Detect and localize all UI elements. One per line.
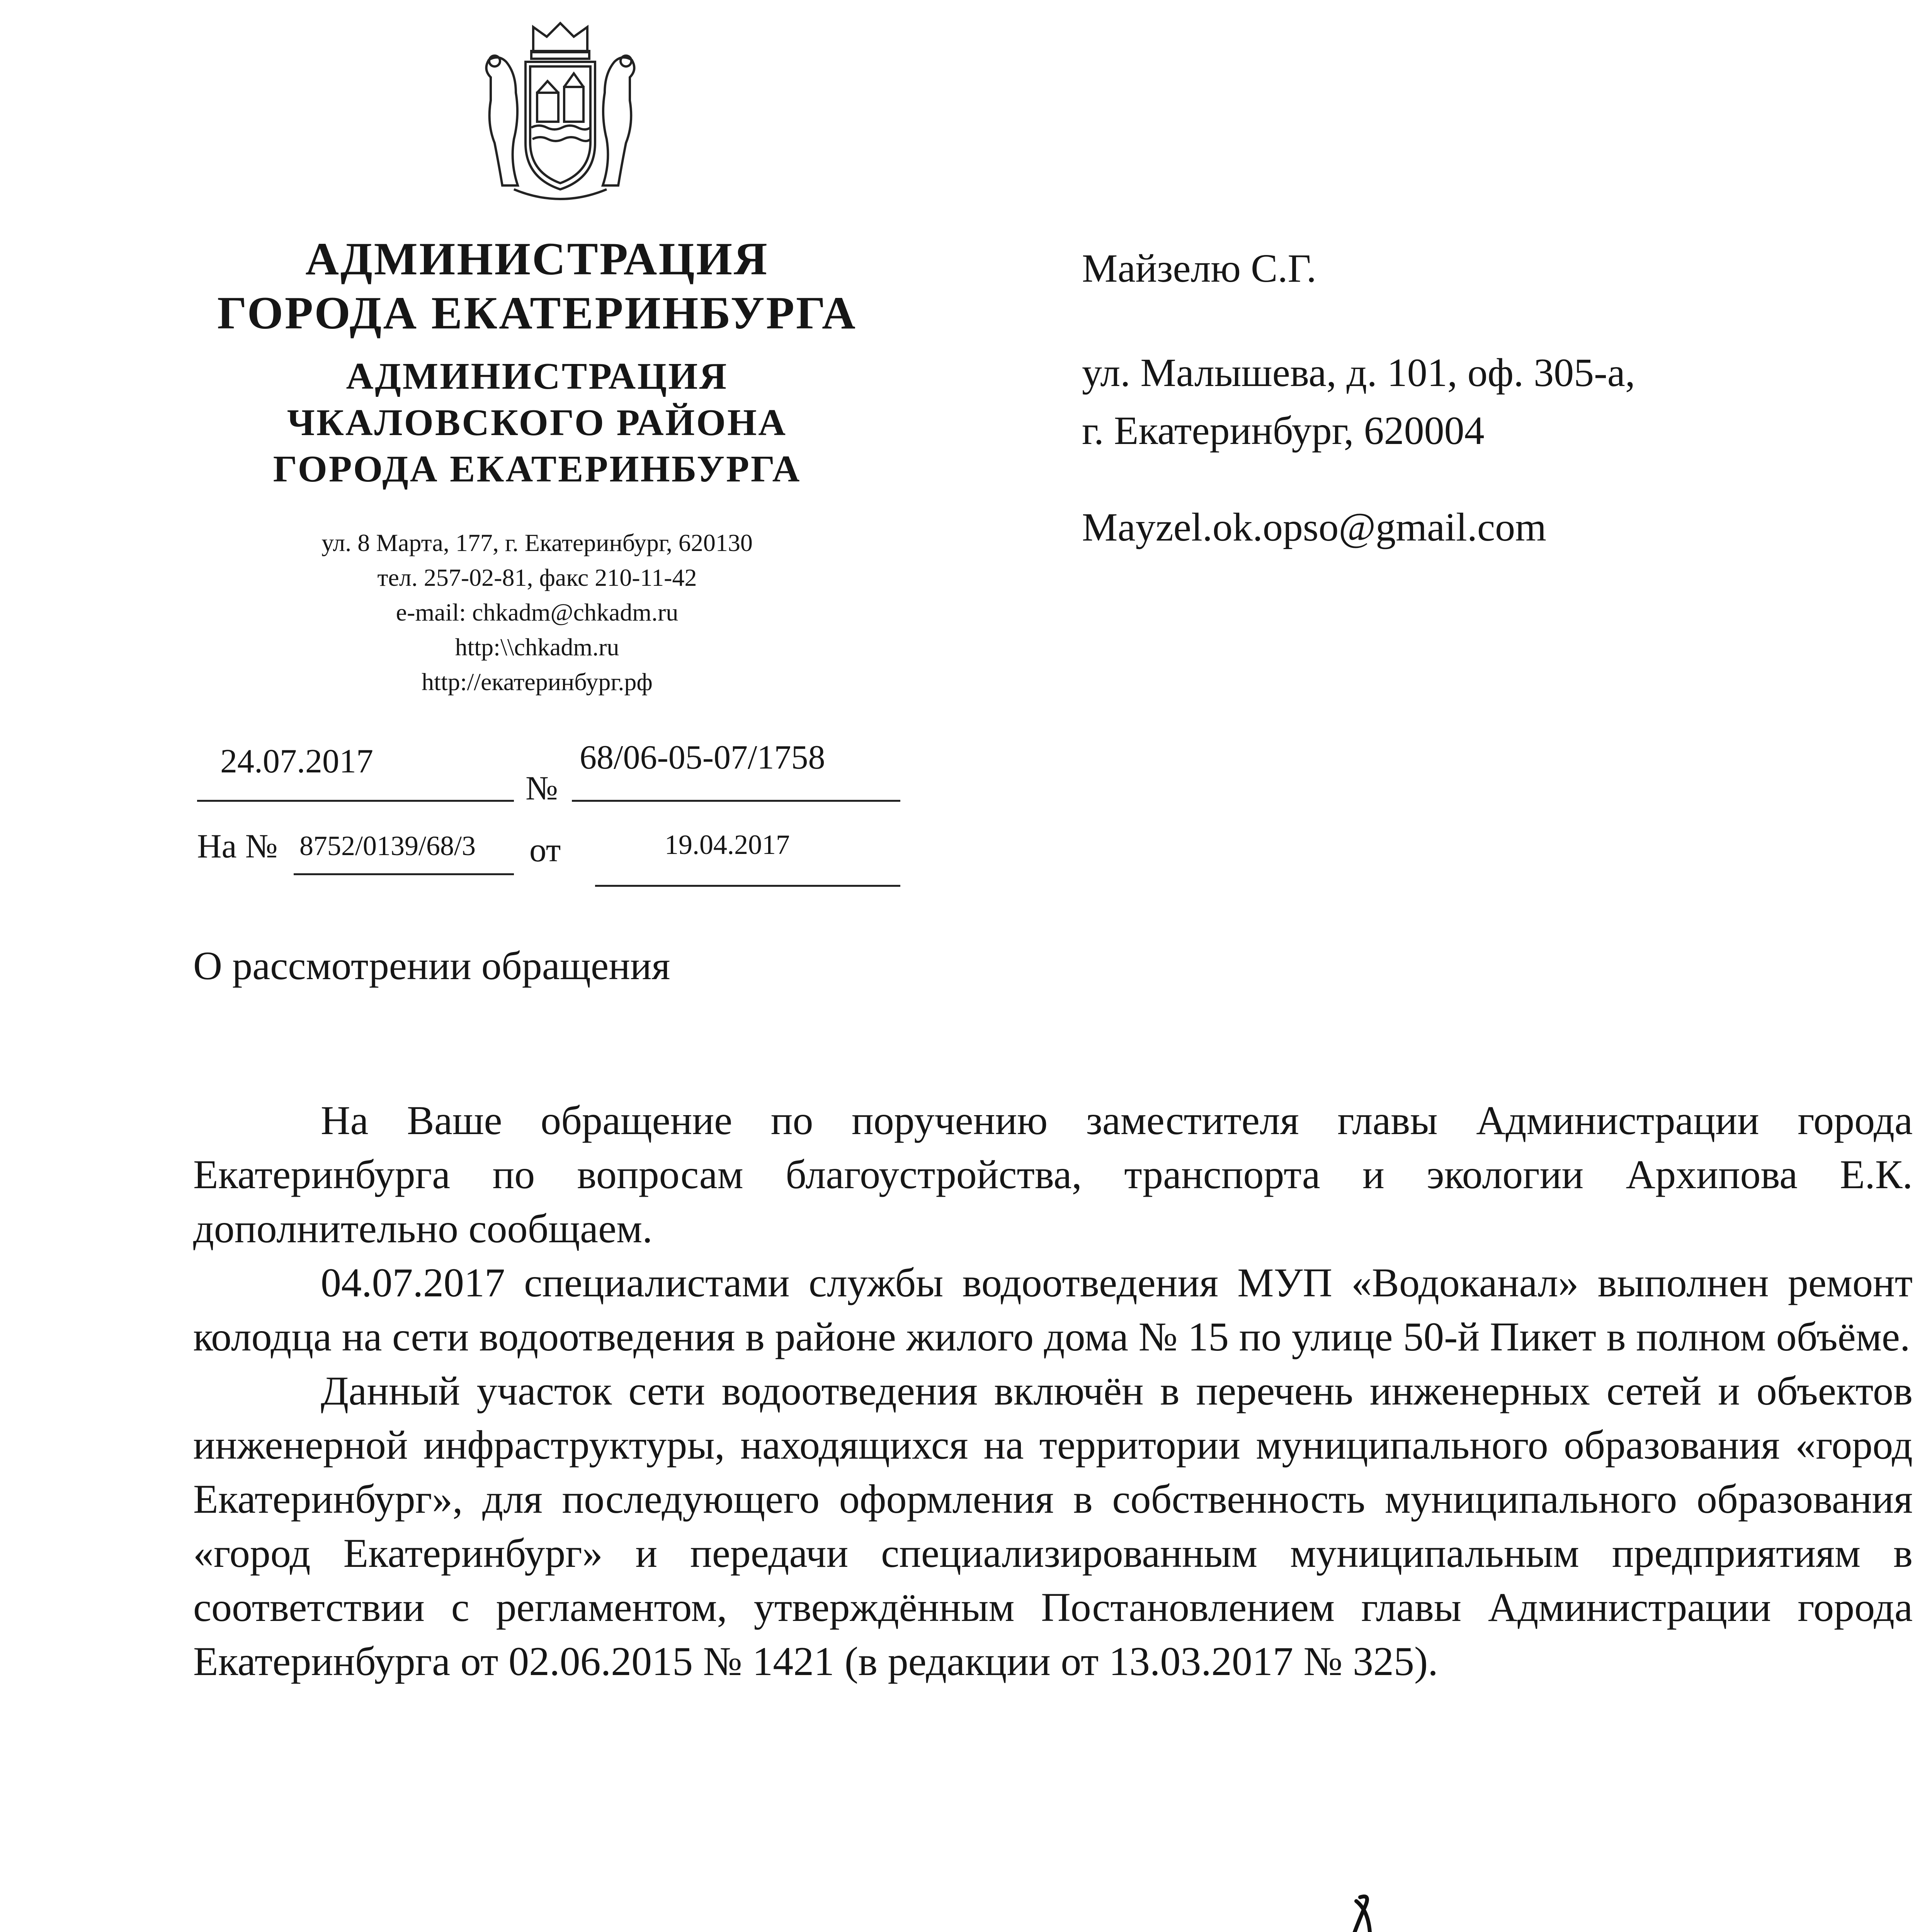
letterhead-site1: http:\\chkadm.ru — [455, 633, 619, 661]
letterhead-email: e-mail: chkadm@chkadm.ru — [396, 599, 679, 626]
registration-date: 24.07.2017 — [220, 743, 373, 780]
city-emblem — [468, 15, 653, 216]
dept-name-line3: ГОРОДА ЕКАТЕРИНБУРГА — [273, 448, 801, 490]
org-name-line2: ГОРОДА ЕКАТЕРИНБУРГА — [217, 287, 857, 338]
body-paragraph-2: 04.07.2017 специалистами службы водоотведения МУП «Водоканал» выполнен ремонт колодца на сети водоотведения в районе жилого дома № 15 по улице 50-й Пикет в полном объёме. — [193, 1260, 1913, 1359]
letterhead-site2: http://екатеринбург.рф — [422, 668, 653, 696]
reply-number: 8752/0139/68/3 — [299, 830, 476, 861]
handwritten-signature — [1275, 1886, 1507, 1932]
letter-body — [193, 1094, 1913, 1689]
body-paragraph-1: На Ваше обращение по поручению заместителя главы Администрации города Екатеринбурга по вопросам благоустройства, транспорта и экологии Архипова Е.К. дополнительно сообщаем. — [193, 1098, 1913, 1251]
number-underline — [572, 800, 900, 802]
letterhead-address: ул. 8 Марта, 177, г. Екатеринбург, 620130 — [321, 529, 753, 556]
recipient-address-line1: ул. Малышева, д. 101, оф. 305-а, — [1082, 350, 1635, 395]
reply-date-underline — [595, 885, 900, 887]
reply-number-underline — [294, 873, 514, 875]
dept-name-line2: ЧКАЛОВСКОГО РАЙОНА — [287, 402, 787, 444]
letterhead-phone: тел. 257-02-81, факс 210-11-42 — [377, 564, 697, 591]
letter-subject: О рассмотрении обращения — [193, 944, 670, 988]
recipient-address-line2: г. Екатеринбург, 620004 — [1082, 408, 1485, 453]
date-underline — [197, 800, 514, 802]
body-paragraph-3: Данный участок сети водоотведения включён в перечень инженерных сетей и объектов инженерной инфраструктуры, находящихся на территории муниципального образования «город Екатеринбург», для последующего оформления в собственность муниципального образования «город Екатеринбург» и передачи специализированным муниципальным предприятиям в соответствии с регламентом, утверждённым Постановлением главы Администрации города Екатеринбурга от 02.06.2015 № 1421 (в редакции от 13.03.2017 № 325). — [193, 1368, 1913, 1684]
reply-prefix: На № — [197, 828, 278, 865]
org-name-line1: АДМИНИСТРАЦИЯ — [305, 233, 769, 284]
dept-name-line1: АДМИНИСТРАЦИЯ — [346, 355, 728, 397]
number-sign: № — [526, 770, 558, 807]
recipient-name: Майзелю С.Г. — [1082, 246, 1316, 291]
reply-date: 19.04.2017 — [665, 829, 790, 860]
registration-number: 68/06-05-07/1758 — [580, 739, 825, 776]
recipient-email: Mayzel.ok.opso@gmail.com — [1082, 505, 1546, 549]
from-label: от — [529, 832, 561, 869]
